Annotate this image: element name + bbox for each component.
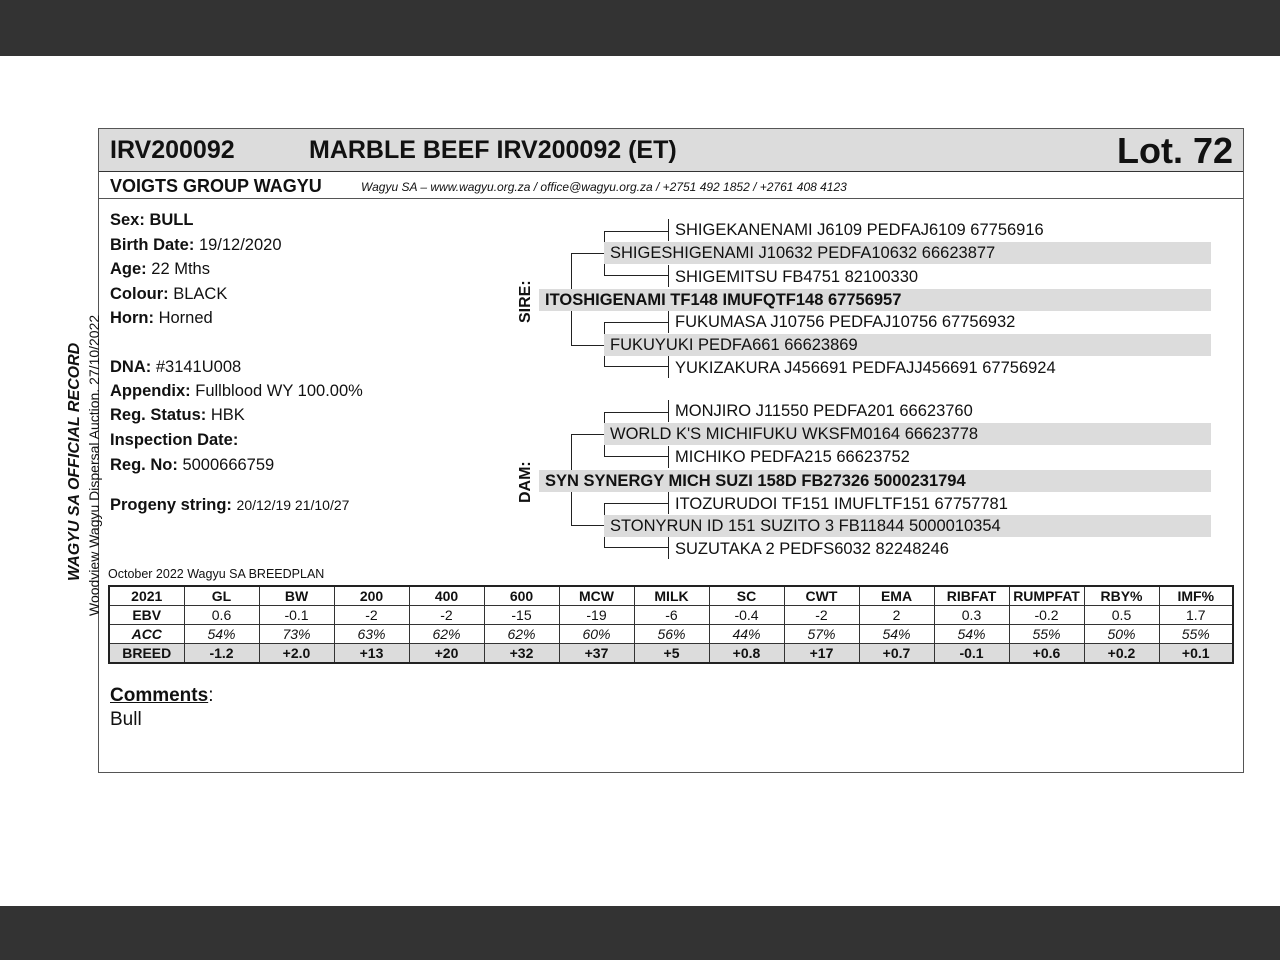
sex-value: BULL — [149, 211, 194, 229]
appendix-value: Fullblood WY 100.00% — [195, 382, 363, 400]
breedplan-breed-cell: +0.8 — [709, 644, 784, 664]
comments-text: Bull — [110, 709, 142, 730]
horn-label: Horn: — [110, 309, 154, 327]
breedplan-ebv-cell: -19 — [559, 606, 634, 625]
pedigree-dam: SYN SYNERGY MICH SUZI 158D FB27326 5000231794 — [539, 470, 1211, 492]
pedigree-dam-sire: WORLD K'S MICHIFUKU WKSFM0164 66623778 — [604, 423, 1211, 445]
breedplan-headers-cell: BW — [259, 586, 334, 606]
breedplan-acc-cell: 55% — [1009, 625, 1084, 644]
breedplan-breed-cell: +20 — [409, 644, 484, 664]
sex-field — [110, 211, 193, 230]
breedplan-acc-cell: 54% — [184, 625, 259, 644]
progeny-string-value: 20/12/19 21/10/27 — [236, 497, 350, 513]
breedplan-ebv-cell: -2 — [409, 606, 484, 625]
breedplan-acc-cell: 60% — [559, 625, 634, 644]
pedigree-sire-dam-dam: YUKIZAKURA J456691 PEDFAJJ456691 67756924 — [675, 359, 1056, 377]
breedplan-ebv-cell: -15 — [484, 606, 559, 625]
breedplan-acc-row — [109, 625, 1233, 644]
animal-id: IRV200092 — [110, 136, 235, 164]
breedplan-breed-cell: -0.1 — [934, 644, 1009, 664]
breedplan-headers-cell: EMA — [859, 586, 934, 606]
dna-label: DNA: — [110, 358, 152, 376]
breedplan-acc-cell: 54% — [859, 625, 934, 644]
breedplan-acc-cell: 54% — [934, 625, 1009, 644]
breedplan-ebv-cell: -2 — [784, 606, 859, 625]
breedplan-title: October 2022 Wagyu SA BREEDPLAN — [108, 567, 325, 581]
breedplan-breed-cell: +0.7 — [859, 644, 934, 664]
pedigree-dam-sire-dam: MICHIKO PEDFA215 66623752 — [675, 448, 910, 466]
breedplan-headers-cell: MCW — [559, 586, 634, 606]
horn-value: Horned — [158, 309, 213, 327]
appendix-field — [110, 382, 363, 401]
age-value: 22 Mths — [151, 260, 210, 278]
breedplan-breed-cell: -1.2 — [184, 644, 259, 664]
reg-no-field — [110, 456, 274, 475]
breedplan-headers-cell: 2021 — [109, 586, 184, 606]
breedplan-ebv-cell: -6 — [634, 606, 709, 625]
sire-sire-line-bottom — [604, 275, 669, 276]
sire-label: SIRE: — [517, 280, 534, 323]
breedplan-breed-cell: BREED — [109, 644, 184, 664]
breedplan-headers-cell: SC — [709, 586, 784, 606]
dam-dam-line-bottom — [604, 547, 669, 548]
age-label: Age: — [110, 260, 147, 278]
progeny-string-field — [110, 496, 349, 515]
inspection-date-label: Inspection Date: — [110, 431, 239, 449]
dna-value: #3141U008 — [155, 358, 242, 376]
horn-field — [110, 309, 213, 328]
dam-sire-line-top — [604, 412, 669, 413]
pedigree-sire-sire: SHIGESHIGENAMI J10632 PEDFA10632 66623877 — [604, 242, 1211, 264]
contact-info: Wagyu SA – www.wagyu.org.za / office@wagyu.org.za / +2751 492 1852 / +2761 408 4123 — [361, 180, 847, 194]
birth-date-value: 19/12/2020 — [198, 236, 282, 254]
breedplan-acc-cell: 62% — [484, 625, 559, 644]
breedplan-breed-cell: +2.0 — [259, 644, 334, 664]
breedplan-acc-cell: 73% — [259, 625, 334, 644]
dam-sire-line-bottom — [604, 456, 669, 457]
breedplan-acc-cell: 50% — [1084, 625, 1159, 644]
breedplan-breed-cell: +37 — [559, 644, 634, 664]
appendix-label: Appendix: — [110, 382, 191, 400]
reg-status-field — [110, 406, 245, 425]
pedigree-sire-dam-sire: FUKUMASA J10756 PEDFAJ10756 67756932 — [675, 313, 1016, 331]
breedplan-breed-cell: +0.1 — [1159, 644, 1233, 664]
breeder-bar — [99, 172, 1243, 199]
colour-value: BLACK — [173, 285, 228, 303]
breedplan-acc-cell: 44% — [709, 625, 784, 644]
breedplan-acc-cell: 63% — [334, 625, 409, 644]
official-record-label: WAGYU SA OFFICIAL RECORD — [66, 342, 83, 581]
auction-label: Woodview Wagyu Dispersal Auction. 27/10/2022 — [86, 314, 102, 616]
dam-dam-line-top — [604, 503, 669, 504]
pedigree-sire-sire-sire: SHIGEKANENAMI J6109 PEDFAJ6109 67756916 — [675, 221, 1044, 239]
official-record-card — [66, 128, 1244, 773]
breedplan-ebv-cell: 2 — [859, 606, 934, 625]
breedplan-table — [108, 585, 1234, 664]
breedplan-headers-cell: CWT — [784, 586, 859, 606]
colour-label: Colour: — [110, 285, 169, 303]
breedplan-ebv-row — [109, 606, 1233, 625]
breedplan-ebv-cell: EBV — [109, 606, 184, 625]
breedplan-header-row — [109, 586, 1233, 606]
breedplan-breed-cell: +5 — [634, 644, 709, 664]
breedplan-ebv-cell: 0.6 — [184, 606, 259, 625]
pedigree-dam-sire-sire: MONJIRO J11550 PEDFA201 66623760 — [675, 402, 973, 420]
birth-date-field — [110, 236, 282, 255]
breedplan-headers-cell: RUMPFAT — [1009, 586, 1084, 606]
comments-title: Comments — [110, 685, 209, 706]
dam-line-top — [571, 434, 605, 435]
dam-line-bottom — [571, 525, 605, 526]
sire-line-bottom — [571, 345, 605, 346]
animal-name: MARBLE BEEF IRV200092 (ET) — [309, 136, 677, 164]
breedplan-acc-cell: 57% — [784, 625, 859, 644]
bottom-bar — [0, 906, 1280, 960]
pedigree-sire: ITOSHIGENAMI TF148 IMUFQTF148 67756957 — [539, 289, 1211, 311]
breeder-name: VOIGTS GROUP WAGYU — [110, 176, 322, 196]
breedplan-acc-cell: 55% — [1159, 625, 1233, 644]
pedigree-sire-dam: FUKUYUKI PEDFA661 66623869 — [604, 334, 1211, 356]
age-field — [110, 260, 210, 279]
breedplan-headers-cell: 200 — [334, 586, 409, 606]
sire-dam-line-top — [604, 322, 669, 323]
pedigree-dam-dam: STONYRUN ID 151 SUZITO 3 FB11844 5000010354 — [604, 515, 1211, 537]
breedplan-ebv-cell: 0.5 — [1084, 606, 1159, 625]
breedplan-breed-cell: +0.2 — [1084, 644, 1159, 664]
breedplan-breed-cell: +17 — [784, 644, 859, 664]
breedplan-ebv-cell: -2 — [334, 606, 409, 625]
breedplan-headers-cell: GL — [184, 586, 259, 606]
dna-field — [110, 358, 241, 377]
breedplan-headers-cell: 600 — [484, 586, 559, 606]
breedplan-breed-cell: +0.6 — [1009, 644, 1084, 664]
breedplan-breed-cell: +13 — [334, 644, 409, 664]
breedplan-ebv-cell: 0.3 — [934, 606, 1009, 625]
colour-field — [110, 285, 227, 304]
pedigree-dam-dam-sire: ITOZURUDOI TF151 IMUFLTF151 67757781 — [675, 495, 1008, 513]
breedplan-ebv-cell: 1.7 — [1159, 606, 1233, 625]
inspection-date-field — [110, 431, 238, 450]
birth-date-label: Birth Date: — [110, 236, 195, 254]
sire-dam-line-bottom — [604, 366, 669, 367]
pedigree-dam-dam-dam: SUZUTAKA 2 PEDFS6032 82248246 — [675, 540, 949, 558]
pedigree-sire-sire-dam: SHIGEMITSU FB4751 82100330 — [675, 268, 919, 286]
sire-sire-line-top — [604, 231, 669, 232]
breedplan-acc-cell: 62% — [409, 625, 484, 644]
breedplan-breed-row — [109, 644, 1233, 664]
breedplan-breed-cell: +32 — [484, 644, 559, 664]
reg-no-label: Reg. No: — [110, 456, 178, 474]
breedplan-headers-cell: RBY% — [1084, 586, 1159, 606]
comments-heading: Comments: — [110, 685, 214, 706]
breedplan-ebv-cell: -0.1 — [259, 606, 334, 625]
record-header — [99, 129, 1243, 172]
breedplan-headers-cell: IMF% — [1159, 586, 1233, 606]
sire-line-top — [571, 253, 605, 254]
progeny-string-label: Progeny string: — [110, 496, 232, 514]
reg-no-value: 5000666759 — [182, 456, 275, 474]
breedplan-ebv-cell: -0.4 — [709, 606, 784, 625]
breedplan-headers-cell: 400 — [409, 586, 484, 606]
lot-number: Lot. 72 — [1116, 130, 1233, 171]
breedplan-headers-cell: RIBFAT — [934, 586, 1009, 606]
breedplan-acc-cell: 56% — [634, 625, 709, 644]
breedplan-headers-cell: MILK — [634, 586, 709, 606]
breedplan-acc-cell: ACC — [109, 625, 184, 644]
breedplan-ebv-cell: -0.2 — [1009, 606, 1084, 625]
top-bar — [0, 0, 1280, 56]
dam-label: DAM: — [517, 461, 534, 503]
reg-status-label: Reg. Status: — [110, 406, 207, 424]
sex-label: Sex: — [110, 211, 145, 229]
reg-status-value: HBK — [210, 406, 245, 424]
